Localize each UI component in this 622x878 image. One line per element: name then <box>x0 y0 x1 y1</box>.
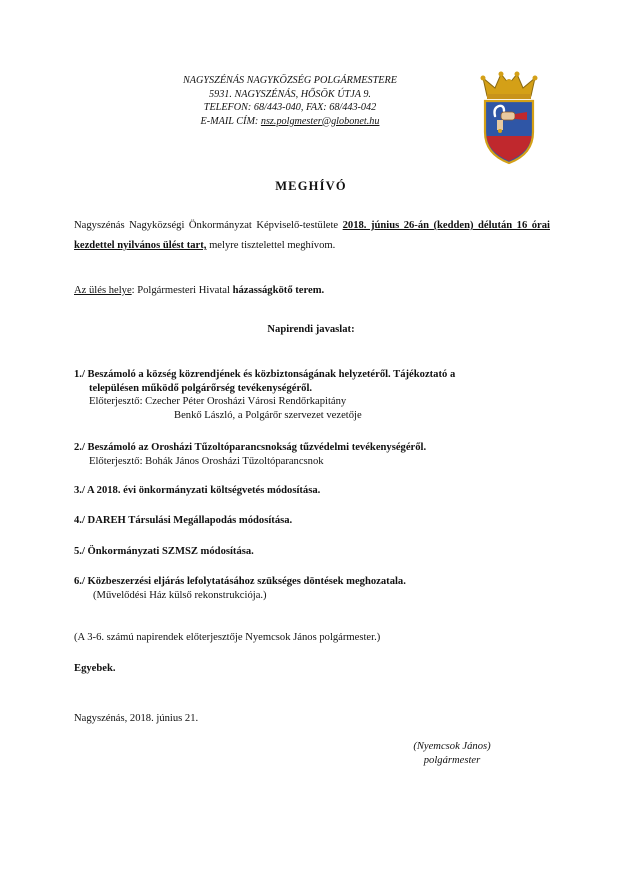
presenter-note: (A 3-6. számú napirendek előterjesztője Nyemcsok János polgármester.) <box>74 632 381 643</box>
document-title: MEGHÍVÓ <box>275 179 347 193</box>
place-date: Nagyszénás, 2018. június 21. <box>74 713 199 724</box>
coat-of-arms-icon <box>477 70 541 166</box>
signature-name: (Nyemcsok János) <box>413 741 491 752</box>
letterhead-email <box>120 115 460 129</box>
agenda-item-note: (Művelődési Ház külső rekonstrukciója.) <box>93 589 267 601</box>
agenda-item-3 <box>74 484 554 498</box>
intro-text-end: melyre tisztelettel meghívom. <box>206 240 336 251</box>
agenda-item-heading: 4./ DAREH Társulási Megállapodás módosítása. <box>74 515 293 526</box>
agenda-item-heading: 5./ Önkormányzati SZMSZ módosítása. <box>74 546 254 557</box>
venue-text: : Polgármesteri Hivatal <box>131 285 233 296</box>
venue-room: házasságkötő terem. <box>232 285 325 296</box>
agenda-item-heading: 3./ A 2018. évi önkormányzati költségvetés módosítása. <box>74 485 321 496</box>
email-label: E-MAIL CÍM: <box>200 115 261 127</box>
letterhead-phone: TELEFON: 68/443-040, FAX: 68/443-042 <box>203 102 377 113</box>
agenda-item-heading-cont: településen működő polgárőrség tevékenységéről. <box>89 382 313 394</box>
venue-line <box>74 285 324 296</box>
agenda-item-6 <box>74 575 554 602</box>
agenda-item-heading: 6./ Közbeszerzési eljárás lefolytatásához szükséges döntések meghozatala. <box>74 576 406 587</box>
email-link[interactable]: nsz.polgmester@globonet.hu <box>260 115 380 127</box>
agenda-item-presenter: Előterjesztő: Czecher Péter Orosházi Városi Rendőrkapitány <box>89 396 347 407</box>
agenda-item-presenter: Előterjesztő: Bohák János Orosházi Tűzoltóparancsnok <box>89 455 324 467</box>
intro-text-start: Nagyszénás Nagyközségi Önkormányzat Képviselő-testülete <box>74 220 343 231</box>
agenda-item-heading: 1./ Beszámoló a község közrendjének és közbiztonságának helyzetéről. Tájékoztató a <box>74 369 456 380</box>
letterhead <box>120 74 460 128</box>
venue-label: Az ülés helye <box>74 285 132 296</box>
meeting-date: 2018. június 26-án (kedden) délután 16 órai kezdettel nyilvános ülést tart, <box>74 220 550 251</box>
agenda-item-5 <box>74 545 554 559</box>
agenda-title: Napirendi javaslat: <box>267 324 355 335</box>
letterhead-address: 5931. NAGYSZÉNÁS, HŐSÖK ÚTJA 9. <box>209 88 371 100</box>
agenda-item-1 <box>74 368 554 422</box>
agenda-item-4 <box>74 514 554 528</box>
letterhead-office: NAGYSZÉNÁS NAGYKÖZSÉG POLGÁRMESTERE <box>183 75 397 86</box>
agenda-item-presenter-2: Benkő László, a Polgárőr szervezet vezetője <box>174 409 362 421</box>
other-item: Egyebek. <box>74 663 116 674</box>
signature-block <box>392 740 512 768</box>
signature-role: polgármester <box>423 755 481 766</box>
intro-paragraph <box>74 216 550 256</box>
agenda-item-heading: 2./ Beszámoló az Orosházi Tűzoltóparancsnokság tűzvédelmi tevékenységéről. <box>74 442 427 453</box>
agenda-item-2 <box>74 441 554 468</box>
